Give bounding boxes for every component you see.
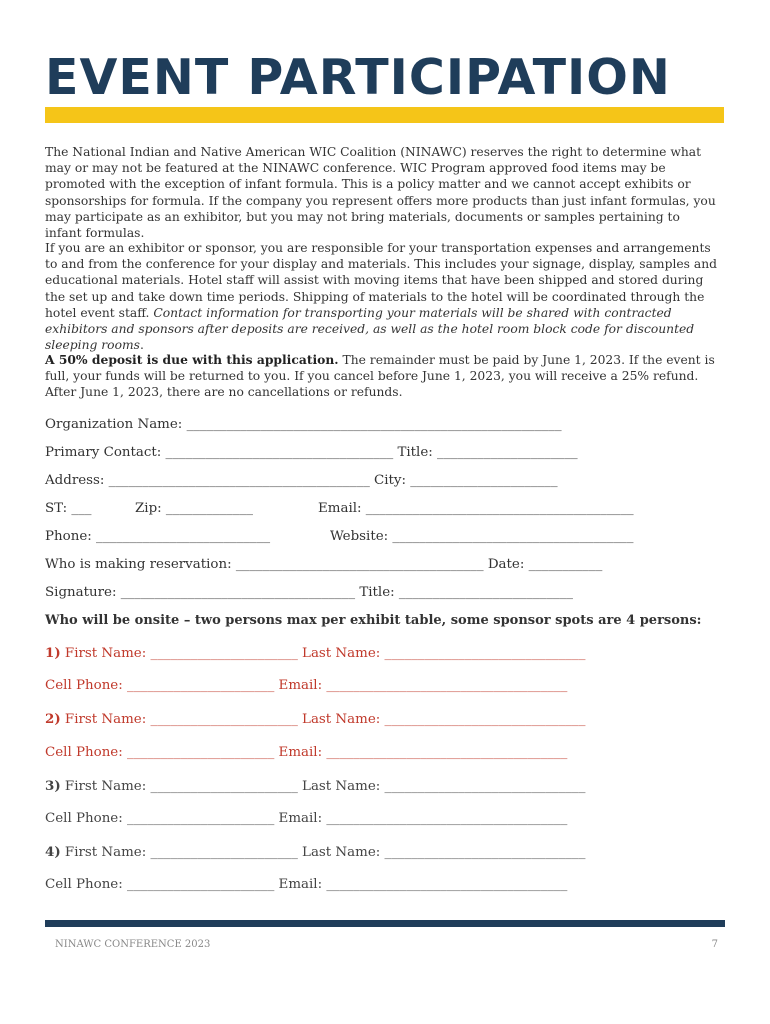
person-3-name-row (45, 777, 725, 796)
paragraph-policy: The National Indian and Native American WIC Coalition (NINAWC) reserves the right to determine what may or may not be featured at the NINAWC conference. WIC Program approved food items may be promoted with the exception of infant formula. This is a policy matter and we cannot accept exhibits or sponsorships for formula. If the company you represent offers more products than just infant formulas, you may participate as an exhibitor, but you may not bring materials, documents or samples pertaining to infant formulas. (45, 145, 716, 241)
person-2-number: 2) (45, 711, 61, 727)
page-number: 7 (711, 939, 718, 950)
transport-italic-note: Contact information for transporting your materials will be shared with contracted exhibitors and sponsors after deposits are received, as well as the hotel room block code for discounted sleeping rooms (45, 305, 695, 353)
person-4-cell-field[interactable]: Cell Phone: ______________________ Email: ____________________________________ (45, 877, 568, 892)
phone-website-row (45, 528, 725, 546)
paragraph-transportation (45, 240, 720, 353)
transport-text: If you are an exhibitor or sponsor, you are responsible for your transportation expenses and arrangements to and from the conference for your display and materials. This includes your signage, display, samples and educational materials. Hotel staff will assist with moving items that have been shipped and stored during the set up and take down time periods. Shipping of materials to the hotel will be coordinated through the hotel event staff. (45, 241, 718, 320)
org-name-field[interactable]: Organization Name: ________________________________________________________ (45, 417, 562, 432)
deposit-bold: A 50% deposit is due with this application. (45, 352, 339, 367)
deposit-text: The remainder must be paid by June 1, 2023. If the event is full, your funds will be returned to you. If you cancel before June 1, 2023, you will receive a 25% refund. After June 1, 2023, there are no cancellations or refunds. (45, 353, 715, 400)
primary-contact-field[interactable]: Primary Contact: __________________________________ Title: _____________________ (45, 445, 578, 460)
person-2-name-row (45, 710, 725, 729)
st-field[interactable]: ST: ___ (45, 501, 92, 516)
person-1-name-row (45, 644, 725, 663)
person-1-cell-field[interactable]: Cell Phone: ______________________ Email: ____________________________________ (45, 678, 568, 693)
footer-rule (45, 920, 725, 927)
st-zip-email-row (45, 500, 725, 518)
person-4-name-field[interactable]: First Name: ______________________ Last Name: ______________________________ (64, 845, 586, 860)
title-underline-bar (45, 107, 724, 123)
person-1-number: 1) (45, 645, 61, 661)
person-4-name-row (45, 843, 725, 862)
onsite-heading: Who will be onsite – two persons max per exhibit table, some sponsor spots are 4 persons: (45, 613, 702, 628)
reservation-field[interactable]: Who is making reservation: _____________________________________ Date: ___________ (45, 557, 603, 572)
address-field[interactable]: Address: _______________________________________ City: ______________________ (45, 473, 558, 488)
website-field[interactable]: Website: ____________________________________ (330, 529, 634, 544)
email-field[interactable]: Email: ________________________________________ (318, 501, 634, 516)
person-2-cell-field[interactable]: Cell Phone: ______________________ Email: ____________________________________ (45, 745, 568, 760)
person-4-number: 4) (45, 844, 61, 860)
person-3-name-field[interactable]: First Name: ______________________ Last Name: ______________________________ (64, 779, 586, 794)
person-1-name-field[interactable]: First Name: ______________________ Last Name: ______________________________ (64, 646, 586, 661)
person-2-name-field[interactable]: First Name: ______________________ Last Name: ______________________________ (64, 712, 586, 727)
signature-field[interactable]: Signature: ___________________________________ Title: __________________________ (45, 585, 573, 600)
zip-field[interactable]: Zip: _____________ (135, 501, 253, 516)
transport-end: . (139, 338, 144, 353)
person-3-number: 3) (45, 778, 61, 794)
page-title: EVENT PARTICIPATION (45, 49, 671, 106)
paragraph-deposit (45, 352, 720, 401)
person-3-cell-field[interactable]: Cell Phone: ______________________ Email: ____________________________________ (45, 811, 568, 826)
phone-field[interactable]: Phone: __________________________ (45, 529, 271, 544)
footer-conference: NINAWC CONFERENCE 2023 (55, 939, 211, 950)
